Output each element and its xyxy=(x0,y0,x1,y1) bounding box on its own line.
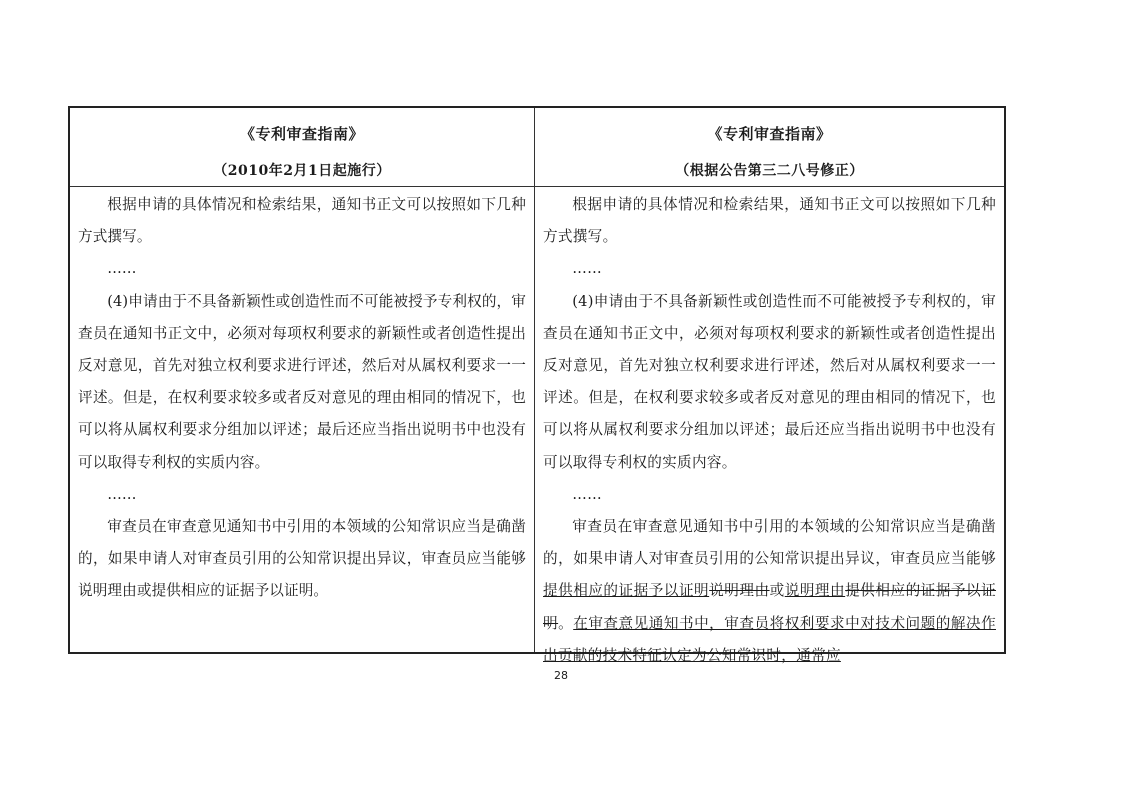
right-body xyxy=(535,186,1004,672)
right-paragraph: …… xyxy=(572,485,602,503)
comparison-table xyxy=(68,106,1006,664)
page-number: 28 xyxy=(554,669,568,682)
left-body xyxy=(70,186,534,608)
plain-text: 或 xyxy=(769,582,785,600)
plain-text: 。 xyxy=(558,614,574,632)
right-paragraph-revised xyxy=(543,511,996,672)
deleted-text: 提供相应的证据予以证明 xyxy=(543,582,997,632)
right-paragraph: (4)申请由于不具备新颖性或创造性而不可能被授予专利权的，审查员在通知书正文中，必须对每项权利要求的新颖性或者创造性提出反对意见，首先对独立权利要求进行评述，然后对从属权利要求一一评述。但是，在权利要求较多或者反对意见的理由相同的情况下，也可以将从属权利要求分组加以评述；最后还应当指出说明书中也没有可以取得专利权的实质内容。 xyxy=(543,292,996,471)
right-column xyxy=(535,108,1004,664)
inserted-text: 提供相应的证据予以证明 xyxy=(543,582,710,600)
deleted-text: 说明理由 xyxy=(709,582,770,600)
left-title: 《专利审查指南》 xyxy=(239,125,364,143)
inserted-text: 在审查意见通知书中，审查员将权利要求中对技术问题的解决作出贡献的技术特征认定为公知常识时，通常应 xyxy=(543,614,996,664)
left-paragraph: 审查员在审查意见通知书中引用的本领域的公知常识应当是确凿的，如果申请人对审查员引用的公知常识提出异议，审查员应当能够说明理由或提供相应的证据予以证明。 xyxy=(78,518,526,600)
right-header xyxy=(535,108,1004,186)
plain-text: 审查员在审查意见通知书中引用的本领域的公知常识应当是确凿的，如果申请人对审查员引用的公知常识提出异议，审查员应当能够 xyxy=(543,518,996,568)
left-subtitle: （2010年2月1日起施行） xyxy=(213,163,391,179)
right-paragraph: …… xyxy=(572,260,602,278)
left-paragraph: (4)申请由于不具备新颖性或创造性而不可能被授予专利权的，审查员在通知书正文中，必须对每项权利要求的新颖性或者创造性提出反对意见，首先对独立权利要求进行评述，然后对从属权利要求一一评述。但是，在权利要求较多或者反对意见的理由相同的情况下，也可以将从属权利要求分组加以评述；最后还应当指出说明书中也没有可以取得专利权的实质内容。 xyxy=(78,292,526,471)
right-paragraph: 根据申请的具体情况和检索结果，通知书正文可以按照如下几种方式撰写。 xyxy=(543,196,996,246)
left-paragraph: …… xyxy=(107,260,137,278)
left-column xyxy=(70,108,534,652)
right-subtitle: （根据公告第三二八号修正） xyxy=(675,163,864,179)
left-paragraph: …… xyxy=(107,485,137,503)
left-header xyxy=(70,108,534,186)
left-paragraph: 根据申请的具体情况和检索结果，通知书正文可以按照如下几种方式撰写。 xyxy=(78,196,526,246)
inserted-text: 说明理由 xyxy=(784,582,846,600)
right-title: 《专利审查指南》 xyxy=(707,125,832,143)
